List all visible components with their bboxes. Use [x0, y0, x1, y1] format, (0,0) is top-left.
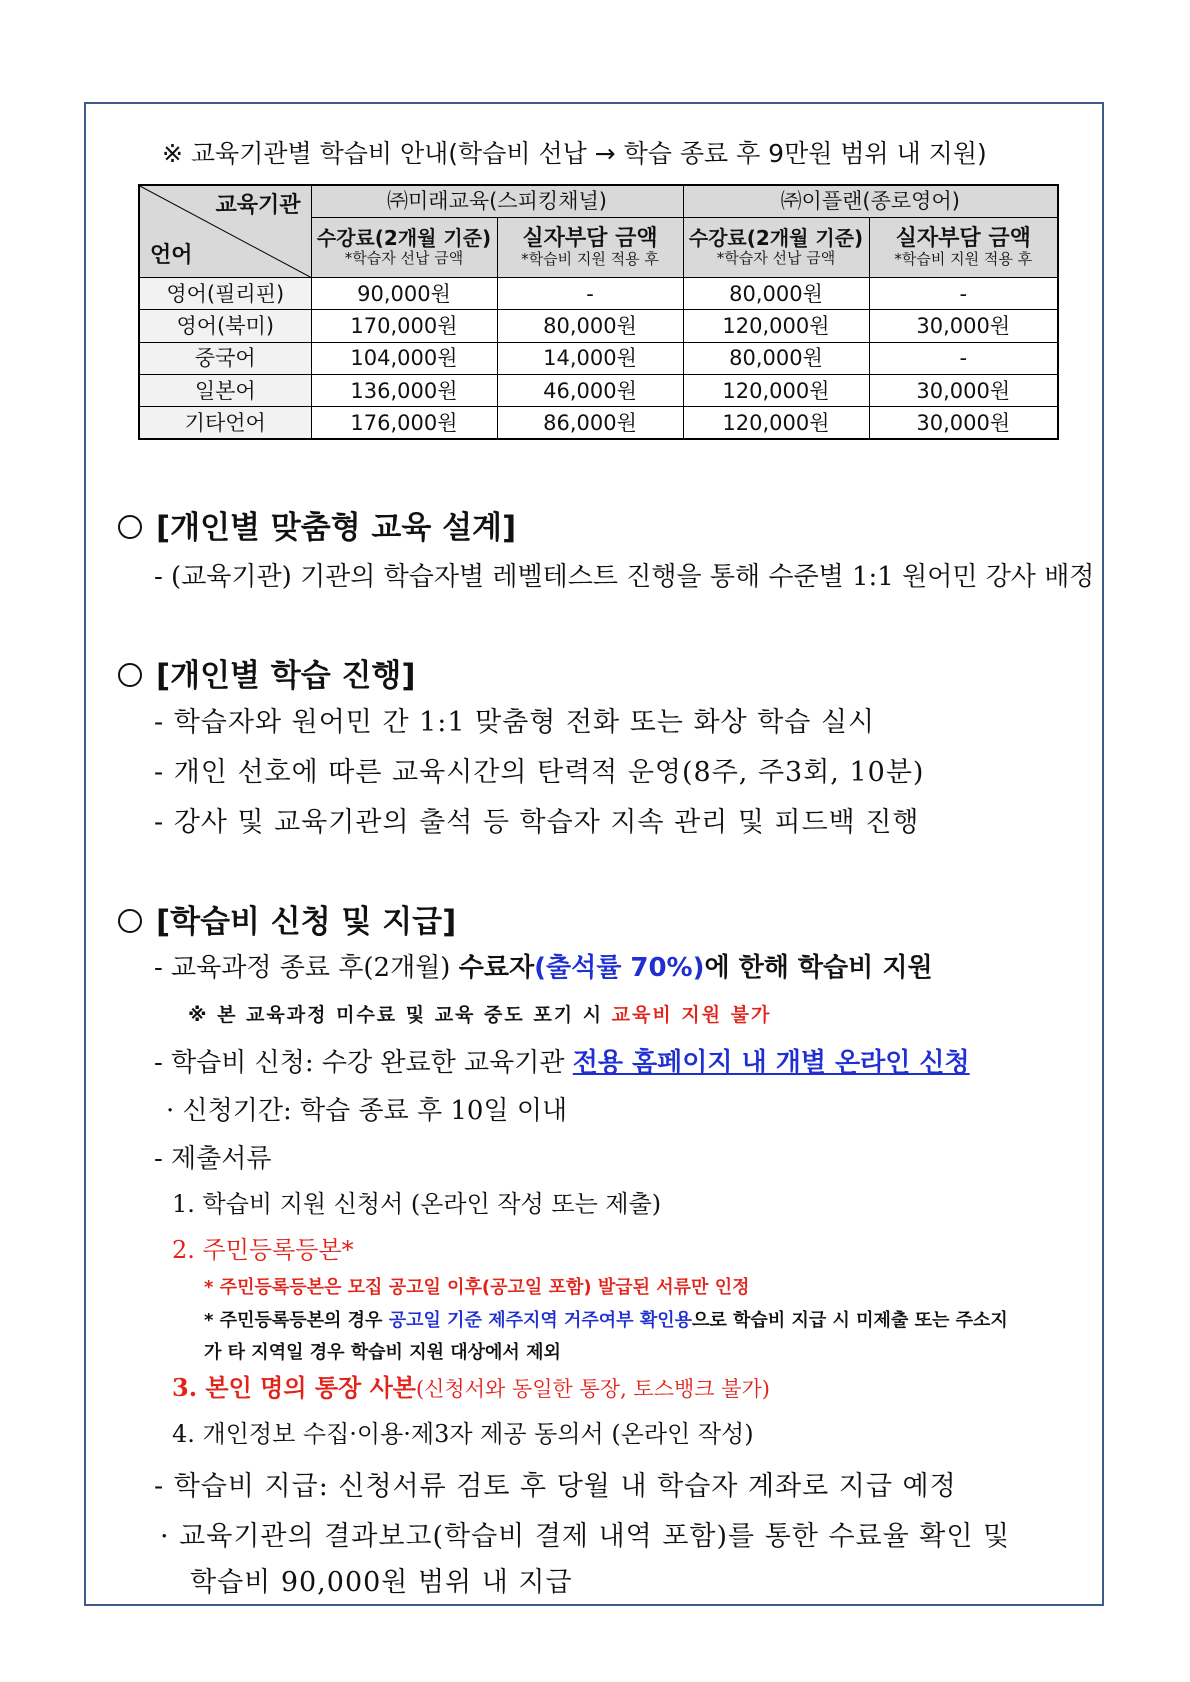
section-text: - 강사 및 교육기관의 출석 등 학습자 지속 관리 및 피드백 진행	[154, 807, 920, 838]
document-item: 3. 본인 명의 통장 사본(신청서와 동일한 통장, 토스뱅크 불가)	[172, 1373, 771, 1402]
document-item: 2. 주민등록등본*	[172, 1236, 354, 1264]
table-caption: ※ 교육기관별 학습비 안내(학습비 선납 → 학습 종료 후 9만원 범위 내 지원)	[162, 139, 987, 168]
table-row: 일본어 136,000원 46,000원 120,000원 30,000원	[139, 374, 1058, 406]
table-row: 중국어 104,000원 14,000원 80,000원 -	[139, 342, 1058, 374]
application-method: - 학습비 신청: 수강 완료한 교육기관 전용 홈페이지 내 개별 온라인 신청	[154, 1048, 970, 1078]
col-header: 수강료(2개월 기준) *학습자 선납 금액	[311, 217, 497, 277]
fee-table	[138, 184, 1059, 440]
section-text: - 학습자와 원어민 간 1:1 맞춤형 전화 또는 화상 학습 실시	[154, 707, 876, 738]
col-header: 실자부담 금액 *학습비 지원 적용 후	[497, 217, 683, 277]
document-note: * 주민등록등본의 경우 공고일 기준 제주지역 거주여부 확인용으로 학습비 지급 시 미제출 또는 주소지	[204, 1310, 1008, 1331]
table-row: 영어(북미) 170,000원 80,000원 120,000원 30,000원	[139, 310, 1058, 342]
circle-bullet-icon	[118, 515, 142, 539]
payment-schedule: - 학습비 지급: 신청서류 검토 후 당월 내 학습자 계좌로 지급 예정	[154, 1471, 957, 1502]
completion-condition: - 교육과정 종료 후(2개월) 수료자(출석률 70%)에 한해 학습비 지원	[154, 953, 933, 983]
table-row: 기타언어 176,000원 86,000원 120,000원 30,000원	[139, 407, 1058, 439]
circle-bullet-icon	[118, 663, 142, 687]
circle-bullet-icon	[118, 909, 142, 933]
payment-limit: 학습비 90,000원 범위 내 지급	[190, 1567, 573, 1598]
provider-header-1: ㈜미래교육(스피킹채널)	[311, 185, 683, 217]
table-corner-cell	[139, 185, 311, 278]
corner-provider-label: 교육기관	[215, 193, 301, 218]
section-text: - 개인 선호에 따른 교육시간의 탄력적 운영(8주, 주3회, 10분)	[154, 757, 925, 788]
section-text: - (교육기관) 기관의 학습자별 레벨테스트 진행을 통해 수준별 1:1 원어민 강사 배정	[154, 562, 1095, 592]
table-row: 영어(필리핀) 90,000원 - 80,000원 -	[139, 278, 1058, 310]
document-note: * 주민등록등본은 모집 공고일 이후(공고일 포함) 발급된 서류만 인정	[204, 1277, 750, 1298]
corner-language-label: 언어	[150, 243, 193, 269]
application-period: · 신청기간: 학습 종료 후 10일 이내	[166, 1096, 568, 1126]
section-heading-payment: [학습비 신청 및 지급]	[118, 896, 456, 941]
section-heading-design: [개인별 맞춤형 교육 설계]	[118, 502, 516, 547]
document-item: 1. 학습비 지원 신청서 (온라인 작성 또는 제출)	[172, 1190, 662, 1218]
col-header: 수강료(2개월 기준) *학습자 선납 금액	[683, 217, 869, 277]
documents-heading: - 제출서류	[154, 1144, 272, 1174]
document-item: 4. 개인정보 수집·이용·제3자 제공 동의서 (온라인 작성)	[172, 1420, 754, 1448]
payment-condition: · 교육기관의 결과보고(학습비 결제 내역 포함)를 통한 수료율 확인 및	[160, 1521, 1011, 1552]
non-completion-note: ※ 본 교육과정 미수료 및 교육 중도 포기 시 교육비 지원 불가	[188, 1004, 772, 1026]
document-note: 가 타 지역일 경우 학습비 지원 대상에서 제외	[204, 1342, 561, 1363]
col-header: 실자부담 금액 *학습비 지원 적용 후	[869, 217, 1058, 277]
online-application-link[interactable]: 전용 홈페이지 내 개별 온라인 신청	[572, 1048, 970, 1078]
provider-header-2: ㈜이플랜(종로영어)	[683, 185, 1058, 217]
section-heading-progress: [개인별 학습 진행]	[118, 650, 416, 695]
